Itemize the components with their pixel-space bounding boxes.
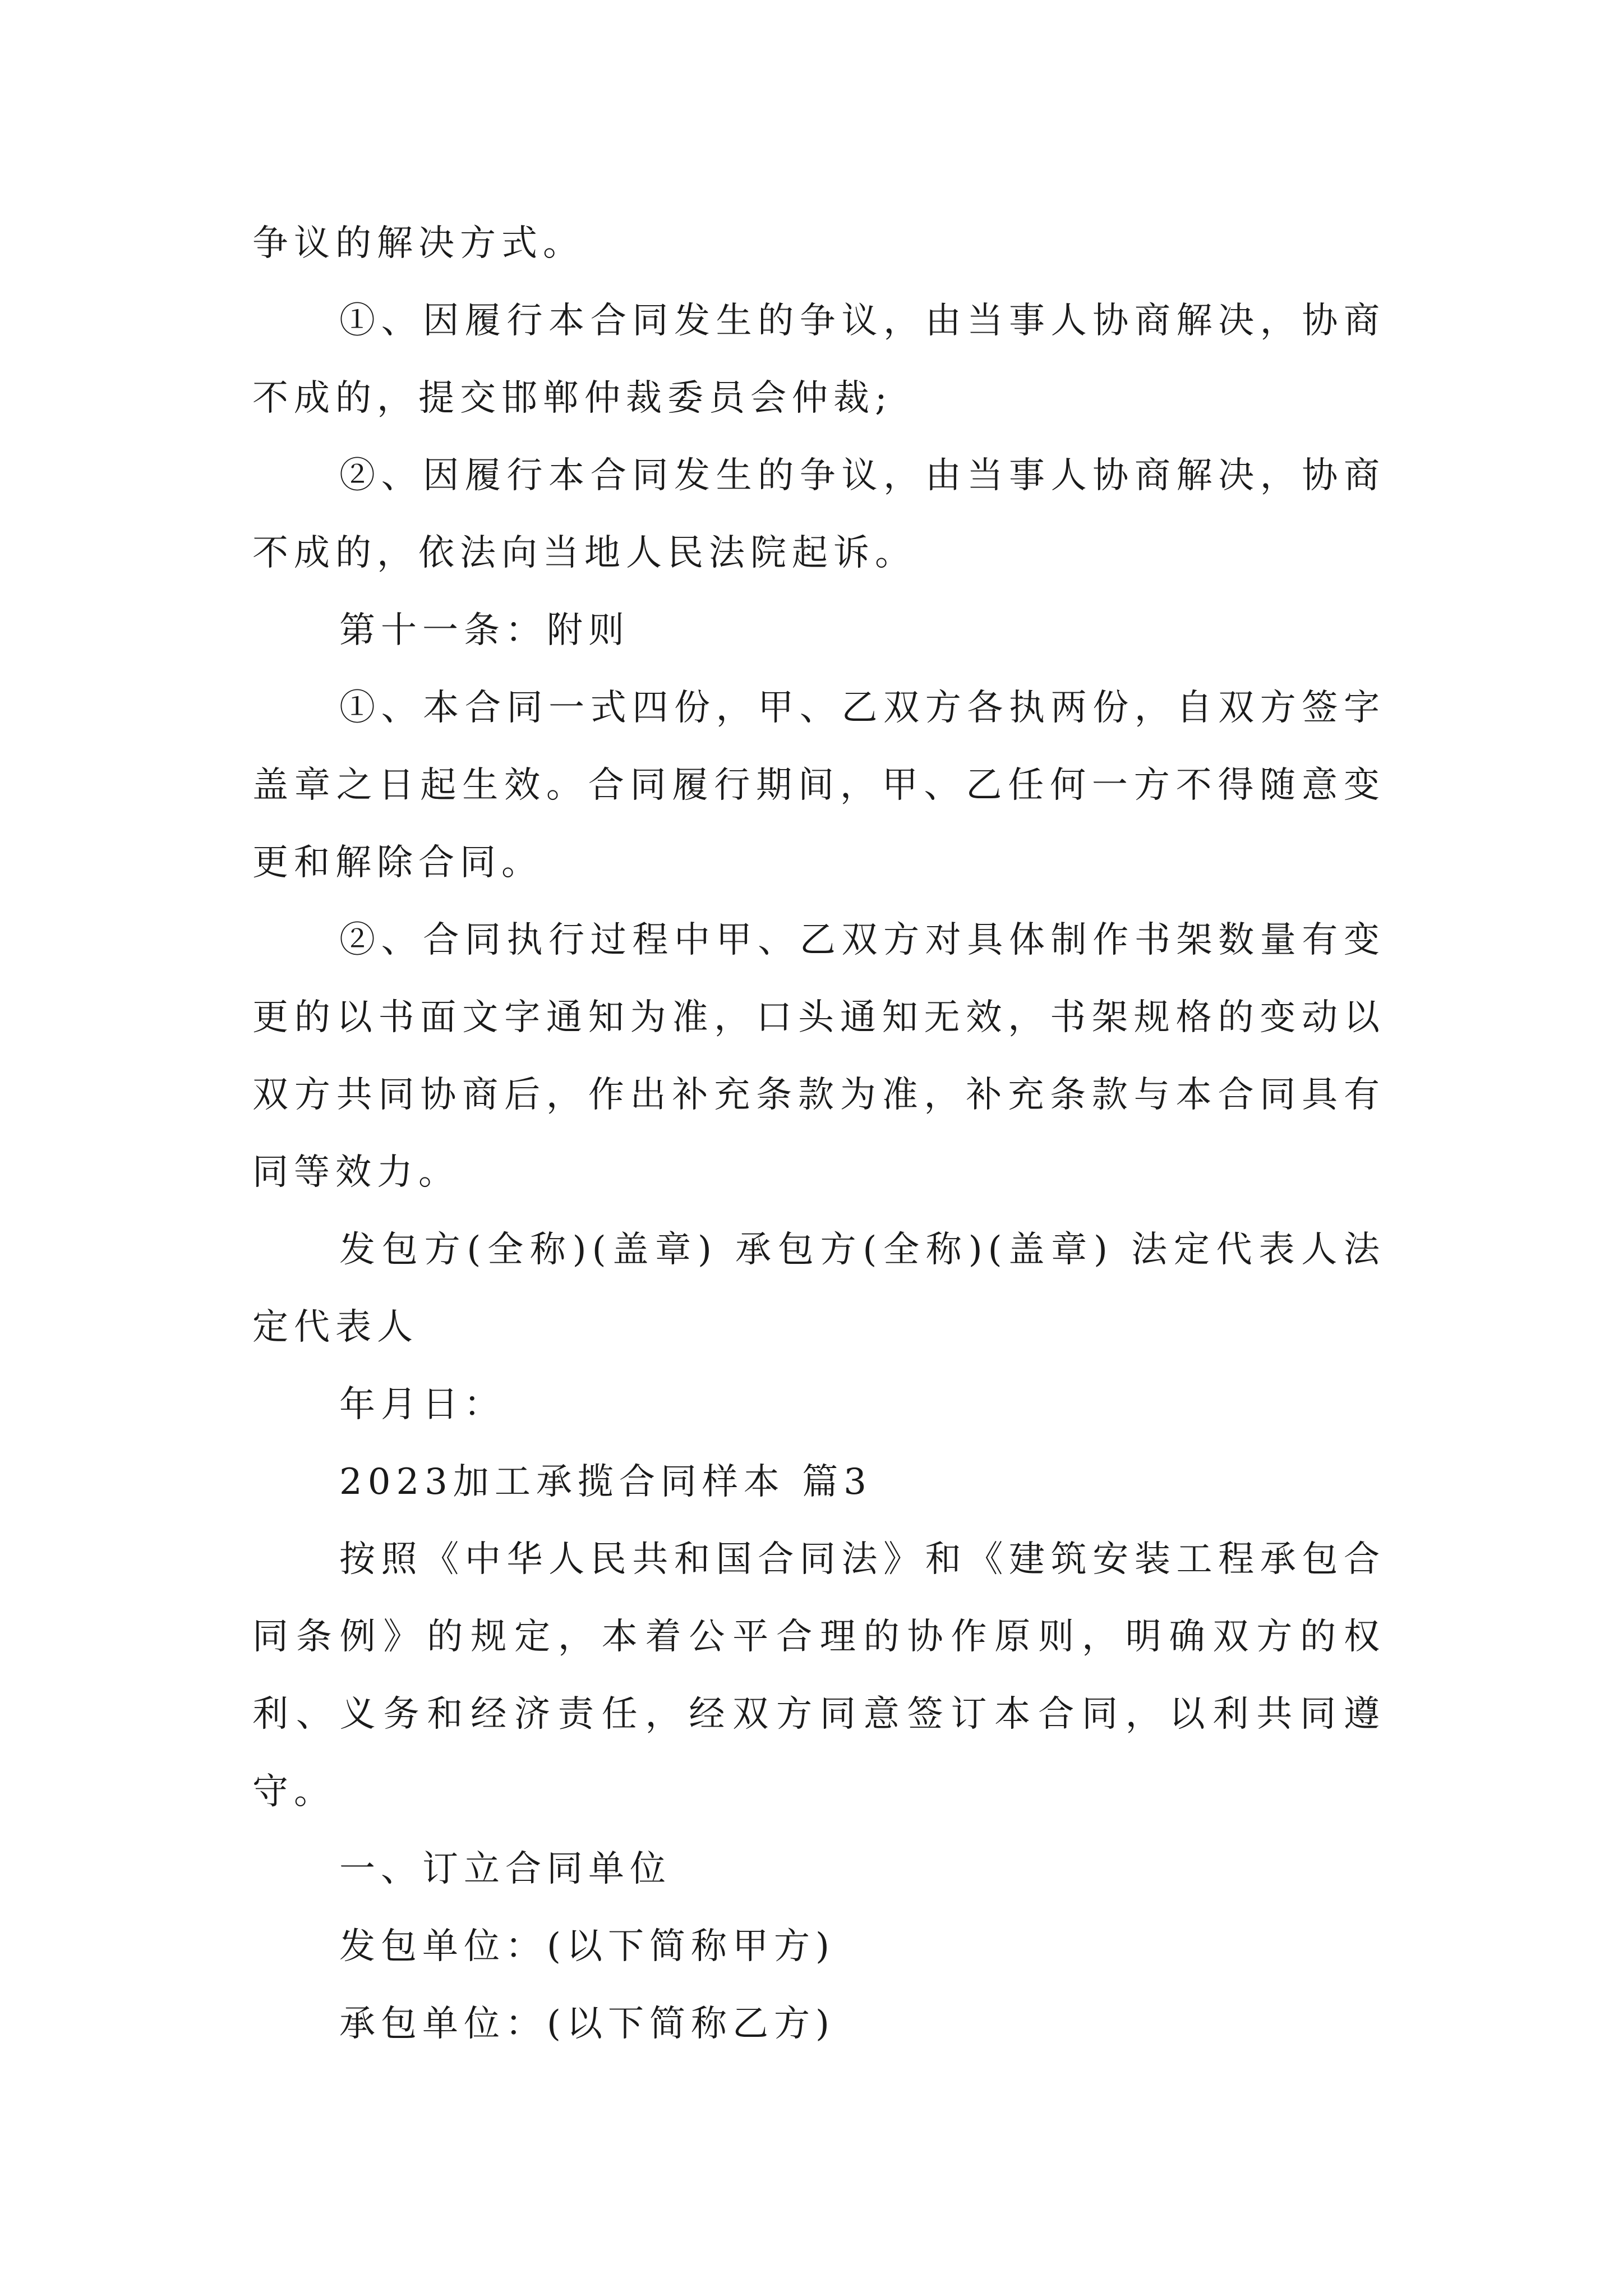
paragraph-article-11-item-2: ②、合同执行过程中甲、乙双方对具体制作书架数量有变更的以书面文字通知为准，口头通知无效，书架规格的变动以双方共同协商后，作出补充条款为准，补充条款与本合同具有同等效力。: [252, 919, 1385, 1193]
date-line: 年月日：: [339, 1384, 505, 1425]
article-11-heading: 第十一条：附则: [339, 610, 630, 651]
paragraph-article-11-item-1: ①、本合同一式四份，甲、乙双方各执两份，自双方签字盖章之日起生效。合同履行期间，甲、乙任何一方不得随意变更和解除合同。: [252, 687, 1385, 884]
paragraph-preamble: 按照《中华人民共和国合同法》和《建筑安装工程承包合同条例》的规定，本着公平合理的协作原则，明确双方的权利、义务和经济责任，经双方同意签订本合同，以利共同遵守。: [252, 1539, 1385, 1812]
clause-1-heading: 一、订立合同单位: [339, 1848, 671, 1890]
document-page: [252, 205, 1385, 2063]
paragraph-dispute-option-2: ②、因履行本合同发生的争议，由当事人协商解决，协商不成的，依法向当地人民法院起诉。: [252, 455, 1385, 574]
contractor-line: 承包单位：(以下简称乙方): [339, 2003, 835, 2045]
paragraph-dispute-option-1: ①、因履行本合同发生的争议，由当事人协商解决，协商不成的，提交邯郸仲裁委员会仲裁;: [252, 300, 1385, 419]
employer-line: 发包单位：(以下简称甲方): [339, 1926, 835, 1967]
signature-block: 发包方(全称)(盖章) 承包方(全称)(盖章) 法定代表人法定代表人: [252, 1229, 1385, 1348]
paragraph-dispute-heading: 争议的解决方式。: [252, 223, 584, 264]
section-title: 2023加工承揽合同样本 篇3: [339, 1461, 872, 1503]
